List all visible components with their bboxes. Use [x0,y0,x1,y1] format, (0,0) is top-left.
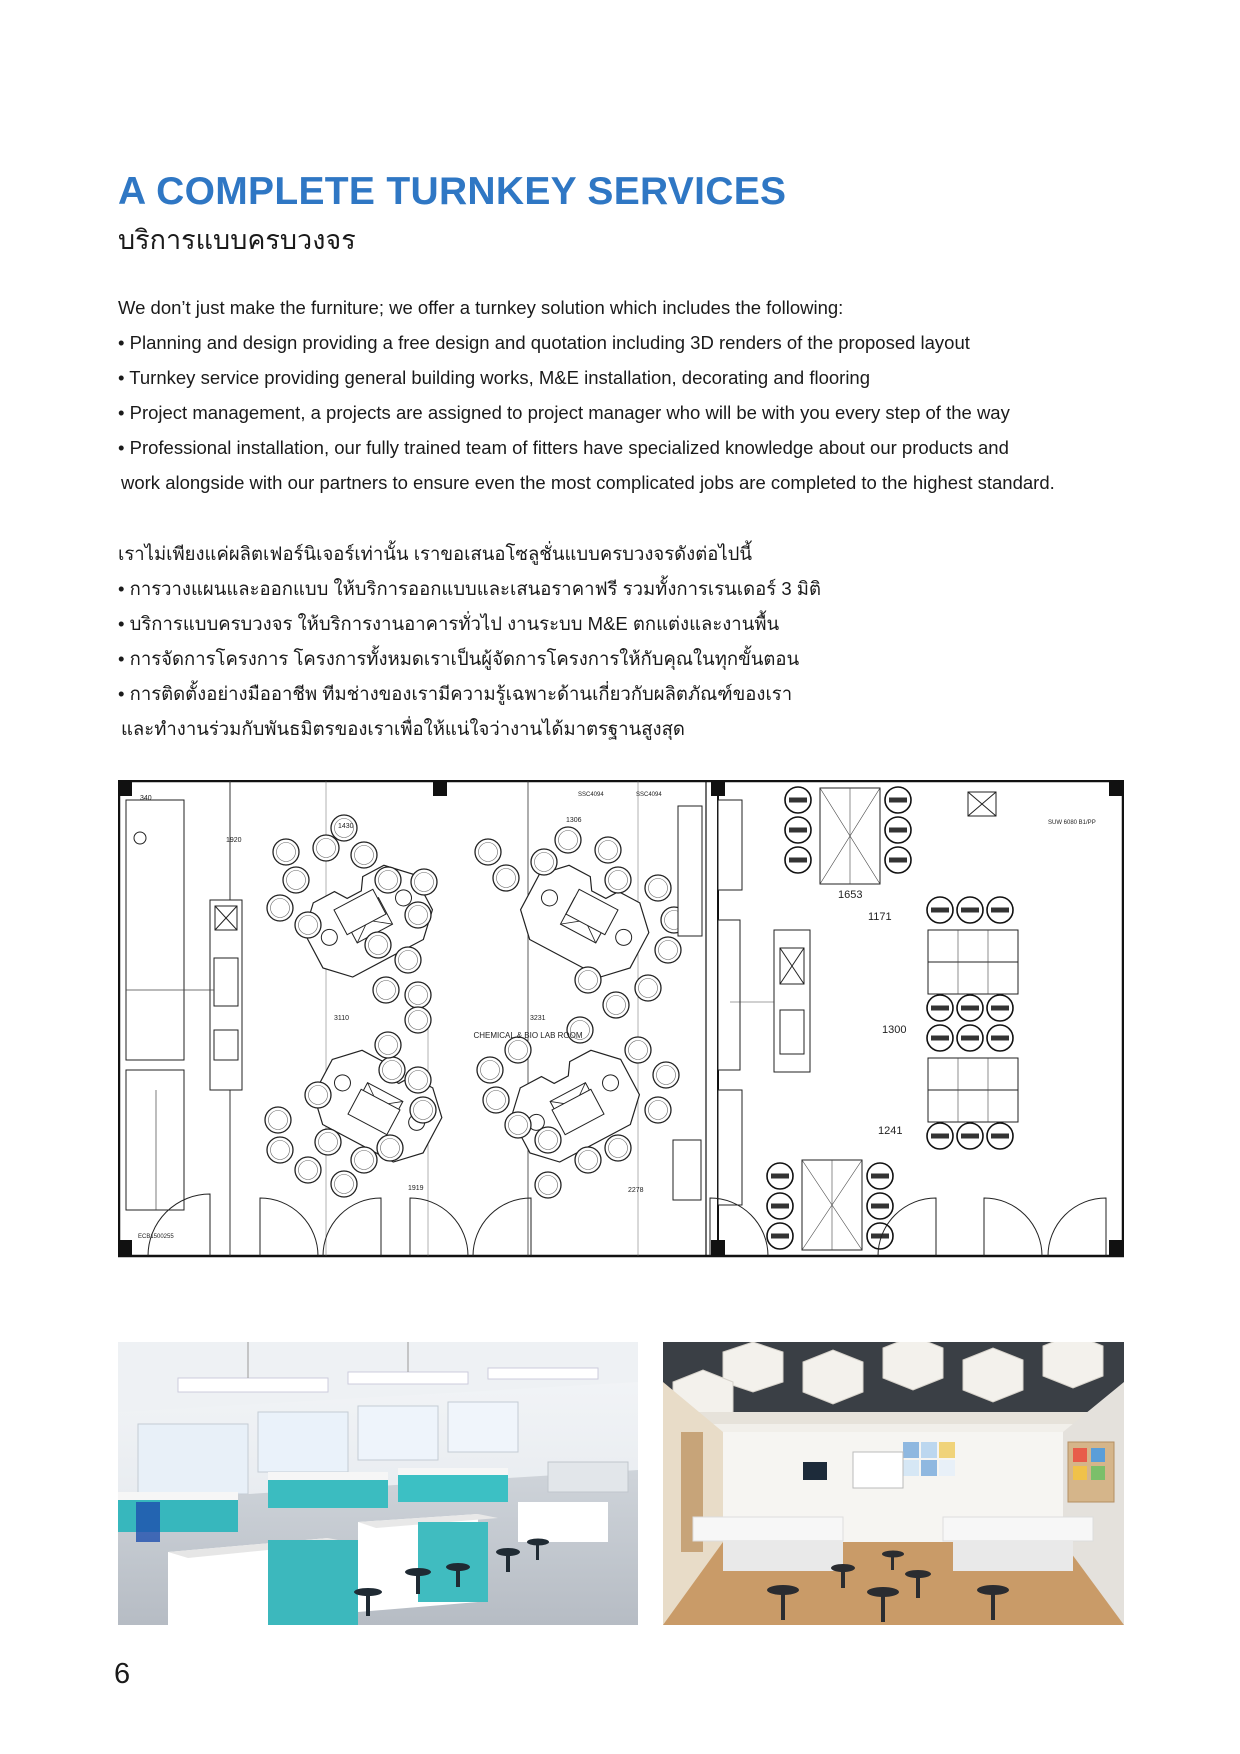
dimension-label: 340 [140,795,152,802]
lab-interior-photo [118,1342,638,1625]
lab-floor-plan [118,780,1124,1316]
english-continuation: work alongside with our partners to ensure even the most complicated jobs are completed to the highest standard. [121,472,1055,493]
equipment-label: SSC4094 [578,792,604,798]
dimension-label: 1653 [838,889,863,901]
thai-continuation: และทำงานร่วมกับพันธมิตรของเราเพื่อให้แน่ใจว่างานได้มาตรฐานสูงสุด [121,718,685,739]
page-title: A COMPLETE TURNKEY SERVICES [118,170,787,213]
dimension-label: 1920 [226,837,242,844]
dimension-label: 1171 [868,911,892,923]
english-bullet: • Professional installation, our fully trained team of fitters have specialized knowledge about our products and [118,437,1009,458]
equipment-label: ECB1500255 [138,1234,174,1240]
dimension-label: 1430 [338,823,354,830]
thai-bullet: • การจัดการโครงการ โครงการทั้งหมดเราเป็นผู้จัดการโครงการให้กับคุณในทุกขั้นตอน [118,648,800,669]
english-bullet: • Project management, a projects are assigned to project manager who will be with you every step of the way [118,402,1010,423]
dimension-label: 1919 [408,1185,424,1192]
thai-bullet: • การติดตั้งอย่างมืออาชีพ ทีมช่างของเรามีความรู้เฉพาะด้านเกี่ยวกับผลิตภัณฑ์ของเรา [118,683,793,704]
dimension-label: 1241 [878,1125,903,1137]
english-bullet: • Turnkey service providing general building works, M&E installation, decorating and flooring [118,367,871,388]
thai-paragraph [118,536,1128,746]
dimension-label: 2278 [628,1187,644,1194]
classroom-interior-photo [663,1342,1124,1625]
dimension-label: 3110 [334,1015,350,1022]
dimension-label: 3231 [530,1015,546,1022]
english-paragraph [118,290,1128,500]
english-intro: We don’t just make the furniture; we offer a turnkey solution which includes the following: [118,297,844,318]
page-number: 6 [114,1658,131,1690]
thai-bullet: • บริการแบบครบวงจร ให้บริการงานอาคารทั่วไป งานระบบ M&E ตกแต่งและงานพื้น [118,613,780,634]
equipment-label: SUW 6080 B1/PP [1048,820,1096,826]
equipment-label: SSC4094 [636,792,662,798]
dimension-label: 1306 [566,817,582,824]
thai-bullet: • การวางแผนและออกแบบ ให้บริการออกแบบและเสนอราคาฟรี รวมทั้งการเรนเดอร์ 3 มิติ [118,578,821,599]
dimension-label: 1300 [882,1024,907,1036]
english-bullet: • Planning and design providing a free design and quotation including 3D renders of the proposed layout [118,332,970,353]
room-label: CHEMICAL & BIO LAB ROOM [473,1031,583,1040]
page-subtitle-thai: บริการแบบครบวงจร [118,225,356,255]
thai-intro: เราไม่เพียงแค่ผลิตเฟอร์นิเจอร์เท่านั้น เราขอเสนอโซลูชั่นแบบครบวงจรดังต่อไปนี้ [118,543,753,564]
